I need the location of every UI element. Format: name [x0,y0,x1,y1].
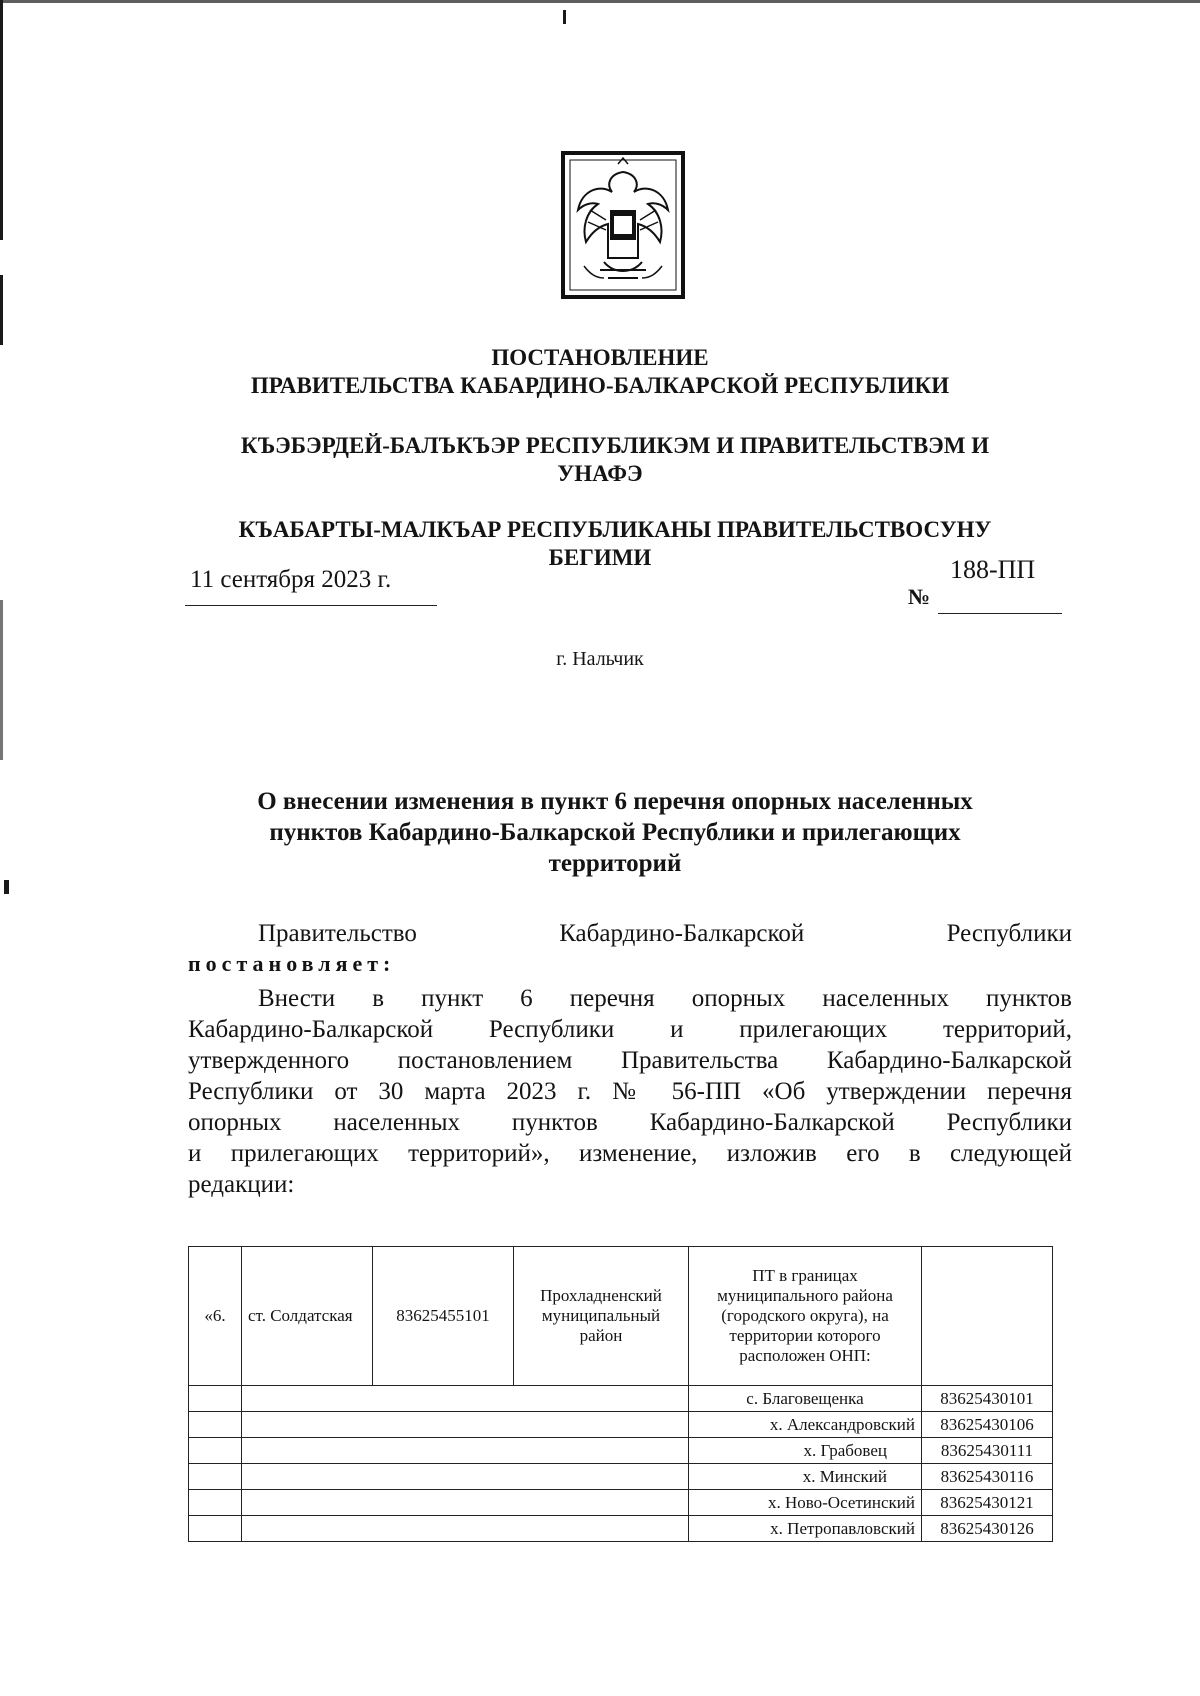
scan-left-edge [0,275,3,345]
empty-cell [242,1438,689,1464]
paragraph-line: Кабардино-Балкарской Республики и прилегающих территорий, [188,1016,1072,1043]
issuer-title-kabardian-line-2: УНАФЭ [557,461,643,486]
paragraph-line: опорных населенных пунктов Кабардино-Балкарской Республики [188,1109,1072,1136]
territory-name-cell: х. Минский [689,1464,922,1490]
item-number-cell: «6. [189,1247,242,1386]
subject-line: пунктов Кабардино-Балкарской Республики и прилегающих [269,819,961,846]
preamble-line [258,918,1072,949]
empty-cell [189,1490,242,1516]
empty-cell [242,1516,689,1542]
paragraph-line: Республики от 30 марта 2023 г. № 56-ПП «Об утверждении перечня [188,1078,1072,1105]
paragraph-line: Внести в пункт 6 перечня опорных населенных пунктов [258,985,1072,1012]
date-underline [185,605,437,606]
issuer-title-balkar-line-1: КЪАБАРТЫ-МАЛКЪАР РЕСПУБЛИКАНЫ ПРАВИТЕЛЬСТВОСУНУ [238,517,992,542]
resolves-word: постановляет: [188,951,396,976]
empty-cell [189,1464,242,1490]
resolution-paragraph [188,983,1072,1200]
issuer-title-kabardian-line-1: КЪЭБЭРДЕЙ-БАЛЪКЪЭР РЕСПУБЛИКЭМ И ПРАВИТЕЛЬСТВЭМ И [240,433,990,458]
scan-top-edge [0,0,1200,3]
document-type-title: ПОСТАНОВЛЕНИЕ [491,345,709,370]
number-underline [938,613,1062,614]
territory-name-cell: х. Грабовец [689,1438,922,1464]
table-row [189,1516,1053,1542]
scan-left-edge [0,0,3,240]
document-subject [200,786,1030,879]
table-row [189,1490,1053,1516]
pt-note-cell: ПТ в границах муниципального района (городского округа), на территории которого расположен ОНП: [689,1247,922,1386]
subject-line: О внесении изменения в пункт 6 перечня опорных населенных [257,788,973,815]
territory-code-cell: 83625430116 [922,1464,1053,1490]
code-cell: 83625455101 [373,1247,514,1386]
table-row [189,1412,1053,1438]
number-label: № [908,584,931,609]
empty-cell [242,1464,689,1490]
table-row [189,1386,1053,1412]
scan-speck [4,880,9,894]
territory-name-cell: х. Ново-Осетинский [689,1490,922,1516]
issuer-title: ПРАВИТЕЛЬСТВА КАБАРДИНО-БАЛКАРСКОЙ РЕСПУБЛИКИ [250,373,950,398]
scan-left-edge [0,600,3,760]
empty-cell [189,1438,242,1464]
city: г. Нальчик [556,648,644,670]
territory-code-cell: 83625430101 [922,1386,1053,1412]
scan-speck [563,10,566,24]
document-date: 11 сентября 2023 г. [190,566,392,593]
issuer-title-balkar-line-2: БЕГИМИ [548,545,652,570]
settlement-cell: ст. Солдатская [242,1247,373,1386]
empty-cell [242,1386,689,1412]
empty-cell [242,1412,689,1438]
empty-cell [189,1412,242,1438]
empty-cell [922,1247,1053,1386]
empty-cell [189,1516,242,1542]
table-row [189,1438,1053,1464]
district-cell: Прохладненский муниципальный район [514,1247,689,1386]
paragraph-line: и прилегающих территорий», изменение, изложив его в следующей [188,1140,1072,1167]
territory-code-cell: 83625430111 [922,1438,1053,1464]
preamble-word: Республики [946,920,1072,947]
territory-code-cell: 83625430121 [922,1490,1053,1516]
table-header-row [189,1247,1053,1386]
preamble-word: Правительство [258,920,417,947]
coat-of-arms-emblem [560,150,686,300]
empty-cell [242,1490,689,1516]
territory-code-cell: 83625430126 [922,1516,1053,1542]
territory-name-cell: х. Александровский [689,1412,922,1438]
territory-code-cell: 83625430106 [922,1412,1053,1438]
empty-cell [189,1386,242,1412]
territory-name-cell: х. Петропавловский [689,1516,922,1542]
paragraph-line: редакции: [188,1171,295,1198]
document-number: 188-ПП [950,555,1036,584]
paragraph-line: утвержденного постановлением Правительства Кабардино-Балкарской [188,1047,1072,1074]
territory-name-cell: с. Благовещенка [689,1386,922,1412]
preamble-word: Кабардино-Балкарской [559,920,805,947]
settlements-table [188,1246,1053,1542]
table-row [189,1464,1053,1490]
subject-line: территорий [548,850,682,877]
